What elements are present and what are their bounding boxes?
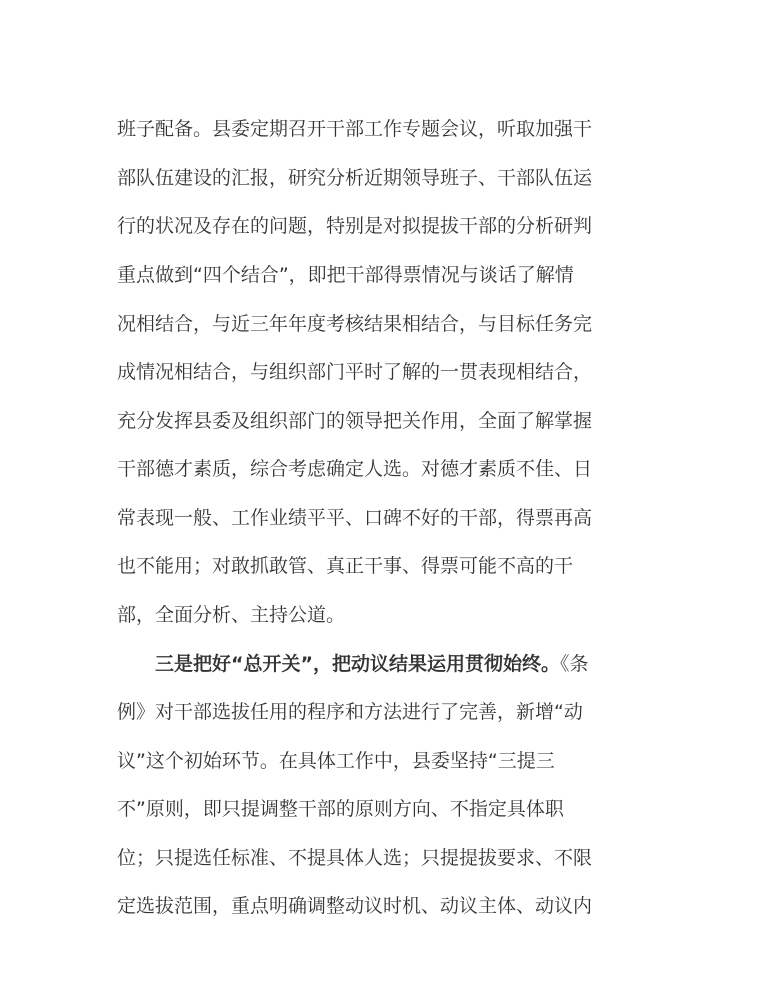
paragraph-line: 也不能用；对敢抓敢管、真正干事、得票可能不高的干 <box>117 555 574 577</box>
paragraph-line: 位；只提选任标准、不提具体人选；只提提拔要求、不限 <box>117 847 593 869</box>
paragraph-heading-line <box>155 652 695 676</box>
paragraph-line: 班子配备。县委定期召开干部工作专题会议，听取加强干 <box>117 118 593 140</box>
paragraph-line: 重点做到“四个结合”，即把干部得票情况与谈话了解情 <box>117 264 574 286</box>
paragraph-heading: 三是把好“总开关”，把动议结果运用贯彻始终。 <box>155 653 560 675</box>
paragraph-line: 部，全面分析、主持公道。 <box>117 604 346 626</box>
paragraph-line: 定选拔范围，重点明确调整动议时机、动议主体、动议内 <box>117 895 593 917</box>
paragraph-line: 干部德才素质，综合考虑确定人选。对德才素质不佳、日 <box>117 458 593 480</box>
paragraph-line: 况相结合，与近三年年度考核结果相结合，与目标任务完 <box>117 313 593 335</box>
paragraph-line: 部队伍建设的汇报，研究分析近期领导班子、干部队伍运 <box>117 167 593 189</box>
paragraph-line: 充分发挥县委及组织部门的领导把关作用，全面了解掌握 <box>117 410 593 432</box>
paragraph-line: 例》对干部选拔任用的程序和方法进行了完善，新增“动 <box>117 701 583 723</box>
paragraph-line: 行的状况及存在的问题，特别是对拟提拔干部的分析研判 <box>117 215 593 237</box>
paragraph-line: 议”这个初始环节。在具体工作中，县委坚持“三提三 <box>117 750 555 772</box>
paragraph-line: 不”原则，即只提调整干部的原则方向、不指定具体职 <box>117 798 564 820</box>
paragraph-text: 《条 <box>559 653 589 675</box>
paragraph-line: 常表现一般、工作业绩平平、口碑不好的干部，得票再高 <box>117 507 593 529</box>
paragraph-line: 成情况相结合，与组织部门平时了解的一贯表现相结合， <box>117 361 593 383</box>
